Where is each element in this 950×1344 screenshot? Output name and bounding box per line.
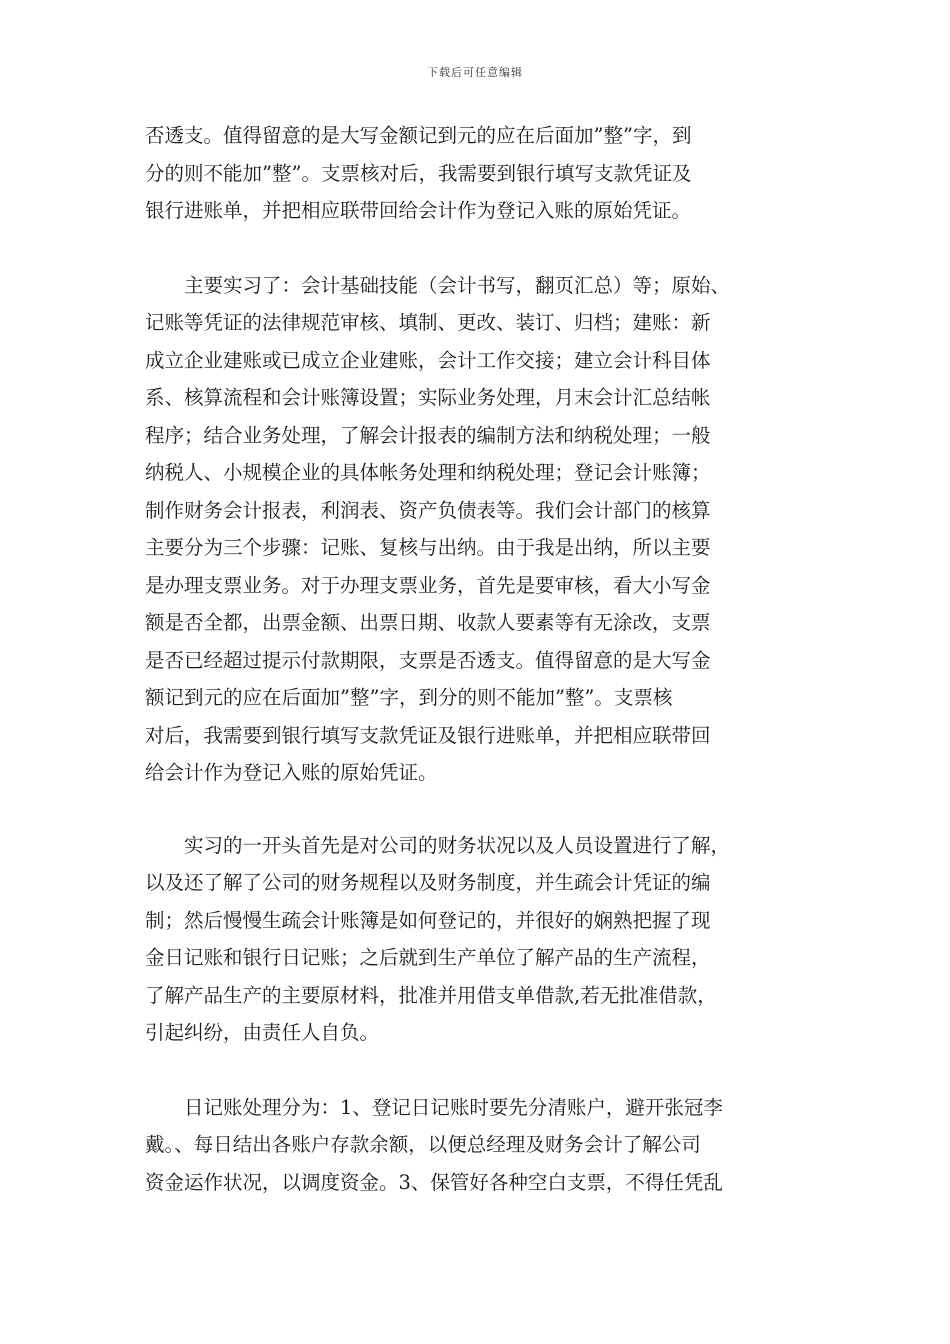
page-header: 下载后可任意编辑 — [427, 66, 523, 79]
paragraph-4: 日记账处理分为：1、登记日记账时要先分清账户，避开张冠李 戴。、每日结出各账户存款余额，以便总经理及财务会计了解公司 资金运作状况，以调度资金。3、保管好各种空白支票，不得任凭乱 — [145, 1095, 723, 1194]
paragraph-3: 实习的一开头首先是对公司的财务状况以及人员设置进行了解， 以及还了解了公司的财务规程以及财务制度，并生疏会计凭证的编 制；然后慢慢生疏会计账簿是如何登记的，并很好的娴熟把握了现 金日记账和银行日记账；之后就到生产单位了解产品的生产流程， 了解产品生产的主要原材料，批准并用借支单借款,若无批准借款， 引起纠纷，由责任人自负。 — [145, 833, 731, 1044]
document-body — [145, 117, 810, 1201]
paragraph-2: 主要实习了：会计基础技能（会计书写，翻页汇总）等；原始、 记账等凭证的法律规范审核、填制、更改、装订、归档；建账：新 成立企业建账或已成立企业建账，会计工作交接；建立会计科目体 系、核算流程和会计账簿设置；实际业务处理，月末会计汇总结帐 程序；结合业务处理，了解会计报表的编制方法和纳税处理；一般 纳税人、小规模企业的具体帐务处理和纳税处理；登记会计账簿； 制作财务会计报表，利润表、资产负债表等。我们会计部门的核算 主要分为三个步骤：记账、复核与出纳。由于我是出纳，所以主要 是办理支票业务。对于办理支票业务，首先是要审核，看大小写金 额是否全都，出票金额、出票日期、收款人要素等有无涂改，支票 是否已经超过提示付款期限，支票是否透支。值得留意的是大写金 额记到元的应在后面加”整”字，到分的则不能加”整”。支票核 对后，我需要到银行填写支款凭证及银行进账单，并把相应联带回 给会计作为登记入账的原始凭证。 — [145, 273, 731, 784]
paragraph-1: 否透支。值得留意的是大写金额记到元的应在后面加”整”字，到 分的则不能加”整”。支票核对后，我需要到银行填写支款凭证及 银行进账单，并把相应联带回给会计作为登记入账的原始凭证。 — [145, 124, 692, 222]
